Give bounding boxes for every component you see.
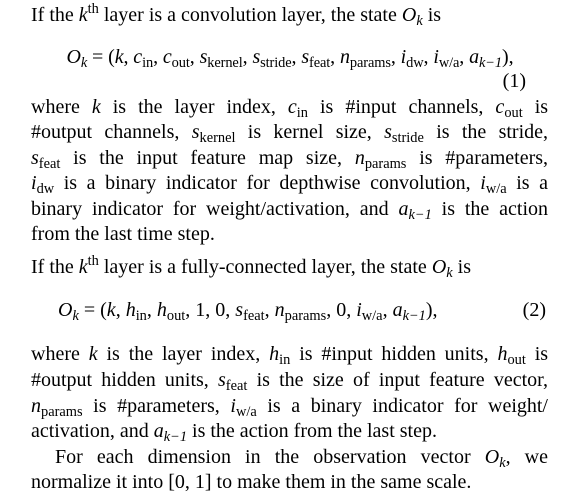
math-zero: 0 [215,299,226,321]
math-sub: w/a [438,55,460,72]
math-k: k [106,299,116,321]
normalize-line-1 [55,445,548,472]
text: is the stride, [436,121,549,143]
math-sep: , [185,299,196,321]
text: is the layer index, [106,343,261,365]
math-sep: , [123,46,134,68]
text: is a [516,172,549,194]
math-n: n [354,147,365,169]
normalize-line-2 [31,470,548,494]
fc-intro-text: layer is a fully-connected layer, the state [98,256,432,278]
fc-def-line-3 [31,394,548,421]
math-sub: kernel [207,55,243,72]
math-sub: params [364,156,407,173]
text: to make them in the same scale. [211,471,472,493]
math-a: a [469,46,480,68]
math-one: 1 [195,299,206,321]
math-a: a [398,198,409,220]
text: is the action [441,198,549,220]
math-sub: k [80,55,88,72]
math-s-feat [218,369,248,395]
fc-intro-text: is [452,256,471,278]
math-sub: in [279,352,291,369]
math-c: c [133,46,143,68]
math-sep: , [330,46,340,68]
text: normalize it into [31,471,169,493]
math-sep: , [390,46,401,68]
math-i: i [31,172,37,194]
math-sub: w/a [485,181,507,198]
equation-2 [58,298,548,325]
text: is a binary indicator for depthwise convolution, [63,172,471,194]
equation-number-1: (1) [502,70,526,92]
math-th: th [87,253,99,270]
text: is kernel size, [247,121,372,143]
math-zero: 0 [336,299,347,321]
math-sep: , [146,299,157,321]
fc-def-line-4 [31,419,548,446]
math-sub: k−1 [402,308,426,325]
math-sub: w/a [361,308,383,325]
math-i: i [230,395,236,417]
math-s: s [218,369,226,391]
math-h: h [125,299,136,321]
text: is [320,96,334,118]
text: is the size of input feature vector, [256,369,548,391]
math-k: k [78,4,88,26]
conv-def-line-2 [31,120,549,147]
conv-intro-line [31,1,548,30]
math-c-out [495,96,523,122]
conv-intro-text: layer is a convolution layer, the state [98,4,402,26]
math-s: s [31,147,39,169]
math-k-sub: k [446,265,453,282]
math-sep: , [153,46,163,68]
math-sub: out [507,352,526,369]
text: , we [505,446,548,468]
text: is #parameters, [93,395,220,417]
math-a-prev [398,198,432,224]
text: For each dimension in the observation vector [55,446,471,468]
math-c-in [287,96,308,122]
math-s: s [252,46,261,68]
math-sub: dw [36,181,55,198]
math-i-wa [480,172,507,198]
text: #output hidden units, [31,369,209,391]
math-sep: , [115,299,126,321]
math-s-feat [31,147,61,173]
math-s-stride [384,121,424,147]
math-sub: feat [309,55,331,72]
math-s-kernel [191,121,236,147]
text: #output channels, [31,121,180,143]
math-sep: , [264,299,275,321]
math-i: i [400,46,407,68]
math-sub: stride [391,130,424,147]
math-sub: in [142,55,154,72]
math-a-prev [153,420,188,446]
math-n-params [31,395,83,421]
math-a: a [392,299,403,321]
math-c: c [287,96,297,118]
math-h: h [497,343,508,365]
math-c: c [162,46,172,68]
text: is #parameters, [419,147,549,169]
equation-number-2: (2) [522,299,546,321]
math-close: ), [425,299,438,321]
math-sep: , [423,46,434,68]
math-sep: , [291,46,302,68]
math-sub: out [504,105,523,122]
math-sep: , [225,299,236,321]
math-h-in [269,343,291,369]
math-th: th [87,1,99,18]
math-equals-open: = ( [78,299,107,321]
math-sub: params [284,308,327,325]
math-a: a [153,420,164,442]
math-sub: stride [260,55,292,72]
math-sep: , [459,46,470,68]
math-sep: , [382,299,393,321]
conv-intro-text: If the [31,4,79,26]
math-sub: feat [243,308,265,325]
conv-intro-text: is [422,4,442,26]
math-sub: dw [406,55,424,72]
math-O: O [431,256,447,278]
text: from the last time step. [31,223,215,245]
fc-intro-text: If the [31,256,79,278]
math-sep: , [326,299,337,321]
math-sep: , [189,46,200,68]
math-sub: k [499,455,506,472]
math-sub: feat [38,156,61,173]
math-c: c [495,96,505,118]
text: is the layer index, [112,96,276,118]
math-sub: w/a [235,404,257,421]
math-sub: k−1 [479,55,503,72]
math-k-sub: k [416,13,423,30]
math-sub: in [135,308,147,325]
math-sub: k [72,308,79,325]
math-sub: params [349,55,391,72]
math-sep: , [346,299,357,321]
text: where [31,343,80,365]
text: #input channels, [345,96,484,118]
text: is the action from the last step. [192,420,437,442]
math-equals-open: = ( [87,46,115,68]
conv-def-line-5 [31,197,549,224]
math-k: k [91,96,101,118]
math-s: s [301,46,309,68]
math-sub: out [166,308,186,325]
text: is [534,96,549,118]
conv-def-line-3 [31,146,549,173]
math-i: i [356,299,362,321]
math-sub: params [41,404,83,421]
math-n-params [354,147,407,173]
math-close: ), [502,46,514,68]
fc-def-line-2 [31,368,548,395]
math-sub: k−1 [163,429,188,446]
conv-def-line-4 [31,171,549,198]
math-s: s [199,46,208,68]
math-s: s [191,121,200,143]
math-sub: out [171,55,190,72]
math-i-wa [230,395,257,421]
text: is [534,343,549,365]
math-i: i [433,46,439,68]
math-s: s [384,121,392,143]
conv-def-line-6 [31,222,548,246]
conv-def-line-1 [31,95,549,122]
math-k: k [114,46,124,68]
math-k: k [88,343,98,365]
math-sep: , [242,46,253,68]
fc-def-line-1 [31,342,549,369]
math-i: i [480,172,486,194]
math-O-k [484,446,548,472]
math-h: h [156,299,167,321]
math-i-dw [31,172,55,198]
math-O: O [66,46,81,68]
math-n: n [274,299,285,321]
math-n: n [31,395,41,417]
math-O: O [484,446,500,468]
math-h: h [269,343,280,365]
text: is #input hidden units, [299,343,489,365]
math-sub: kernel [199,130,236,147]
text: activation, and [31,420,149,442]
text: binary indicator for weight/activation, and [31,198,389,220]
math-O: O [401,4,417,26]
math-h-out [497,343,526,369]
equation-1 [26,45,554,72]
text: where [31,96,80,118]
fc-intro-line [31,253,548,282]
math-sub: in [296,105,308,122]
text: is the input feature map size, [73,147,343,169]
text: is a binary indicator for weight/ [267,395,548,417]
math-sep: , [205,299,216,321]
math-k: k [78,256,88,278]
math-O: O [58,299,73,321]
math-n: n [339,46,350,68]
math-sub: k−1 [408,207,432,224]
math-interval: [0, 1] [168,471,212,493]
math-s: s [235,299,244,321]
math-sub: feat [225,378,248,395]
